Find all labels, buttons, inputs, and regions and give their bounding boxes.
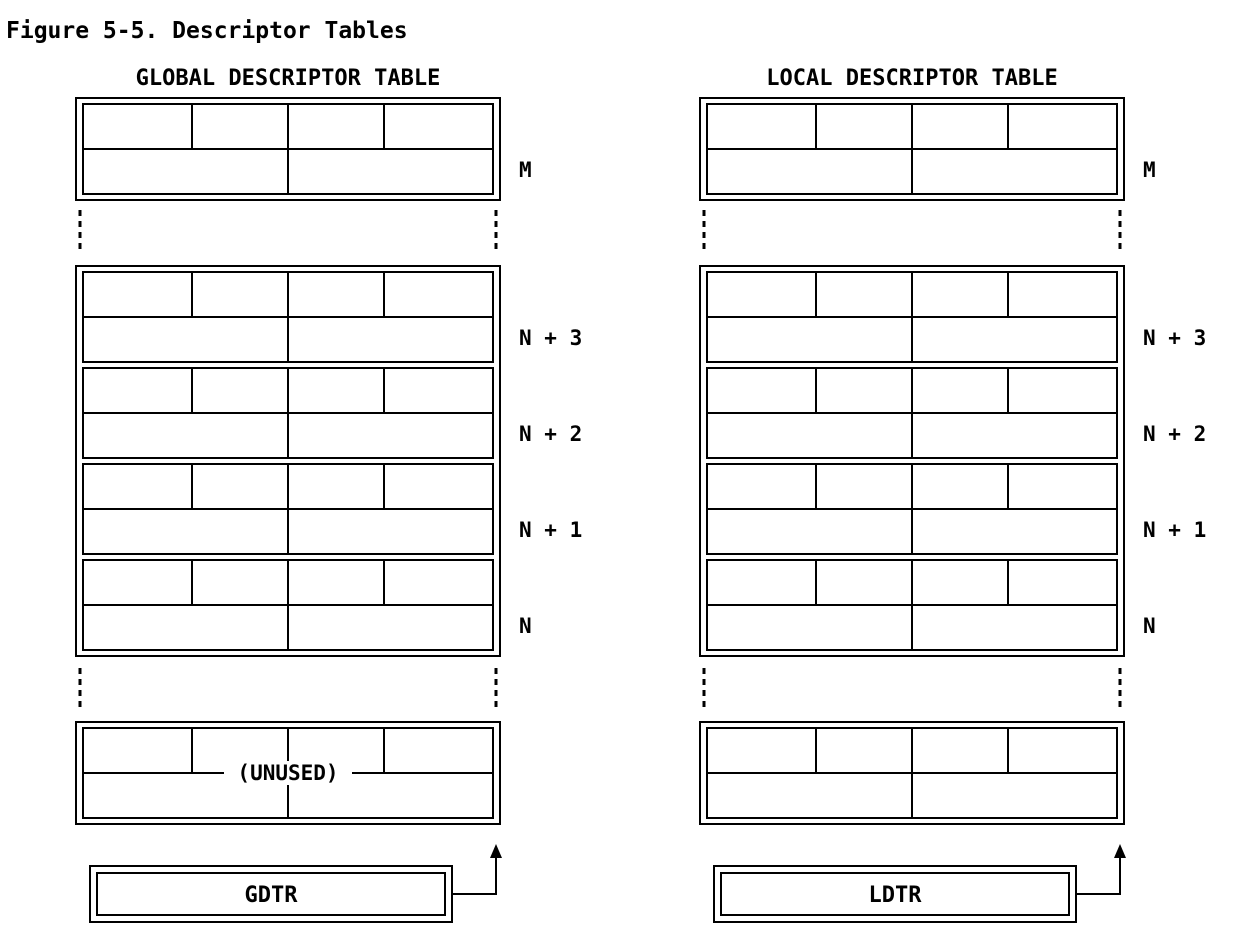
descriptor-table-1: [700, 66, 1206, 922]
table-block: [700, 98, 1156, 200]
table-heading: LOCAL DESCRIPTOR TABLE: [766, 66, 1058, 91]
entry-index-label: N: [1143, 614, 1156, 638]
descriptor-entry: [707, 104, 1156, 194]
entry-index-label: N + 1: [1143, 518, 1207, 542]
entry-index-label: M: [519, 158, 532, 182]
entry-index-label: M: [1143, 158, 1156, 182]
register-connector-line: [452, 858, 496, 894]
register-label: LDTR: [868, 883, 922, 908]
register-label: GDTR: [244, 883, 298, 908]
unused-label: (UNUSED): [237, 761, 339, 785]
entry-index-label: N: [519, 614, 532, 638]
figure-title: Figure 5-5. Descriptor Tables: [6, 18, 408, 44]
table-block: [700, 266, 1206, 656]
entry-index-label: N + 2: [1143, 422, 1207, 446]
register-group: [714, 844, 1126, 922]
descriptor-entry: [83, 728, 493, 818]
tables-layer: [76, 66, 1206, 922]
descriptor-entry: [707, 560, 1156, 650]
descriptor-entry: [83, 560, 532, 650]
table-block: [76, 266, 582, 656]
descriptor-entry: [707, 464, 1206, 554]
register-connector-line: [1076, 858, 1120, 894]
descriptor-entry: [83, 368, 582, 458]
descriptor-entry: [83, 104, 532, 194]
register-group: [90, 844, 502, 922]
descriptor-entry: [707, 272, 1206, 362]
table-heading: GLOBAL DESCRIPTOR TABLE: [135, 66, 441, 91]
register-arrowhead: [1114, 844, 1126, 858]
entry-index-label: N + 3: [519, 326, 583, 350]
descriptor-entry: [707, 728, 1117, 818]
entry-index-label: N + 2: [519, 422, 583, 446]
descriptor-entry: [707, 368, 1206, 458]
entry-index-label: N + 1: [519, 518, 583, 542]
table-block: [76, 98, 532, 200]
descriptor-table-0: [76, 66, 582, 922]
descriptor-entry: [83, 464, 582, 554]
table-block: [700, 722, 1124, 824]
register-arrowhead: [490, 844, 502, 858]
entry-index-label: N + 3: [1143, 326, 1207, 350]
table-block: [76, 722, 500, 824]
descriptor-entry: [83, 272, 582, 362]
